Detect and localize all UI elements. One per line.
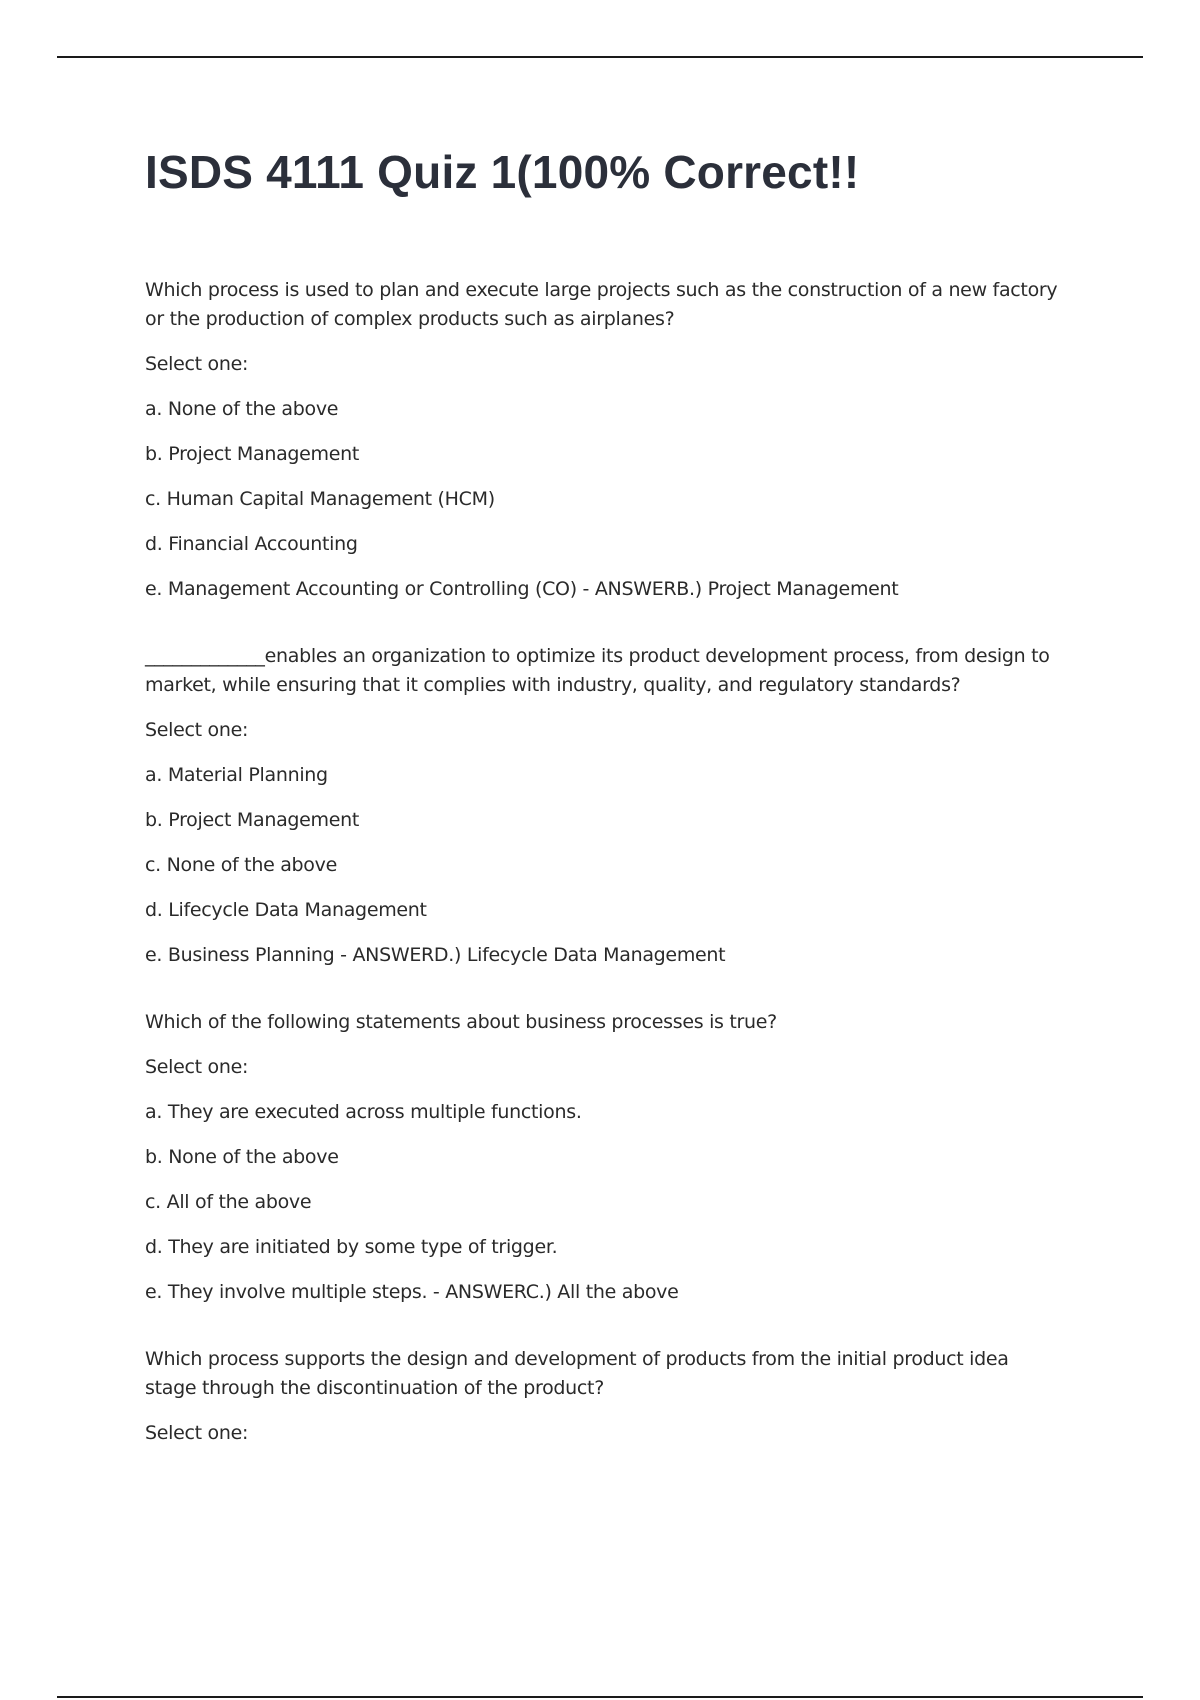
question-4 [145, 1345, 1065, 1448]
option-b: b. Project Management [145, 809, 360, 831]
option-e-with-answer: e. Business Planning - ANSWERD.) Lifecycle Data Management [145, 944, 726, 966]
option-c: c. Human Capital Management (HCM) [145, 488, 495, 510]
question-2 [145, 642, 1065, 970]
document-title: ISDS 4111 Quiz 1(100% Correct!! [145, 146, 860, 198]
option-d: d. They are initiated by some type of trigger. [145, 1236, 558, 1258]
option-d: d. Financial Accounting [145, 533, 358, 555]
question-text: Which process is used to plan and execute large projects such as the construction of a new factory or the production of complex products such as airplanes? [145, 279, 1058, 330]
option-a: a. Material Planning [145, 764, 328, 786]
question-text: Which process supports the design and development of products from the initial product idea stage through the discontinuation of the product? [145, 1348, 1009, 1399]
select-prompt: Select one: [145, 1056, 249, 1078]
question-list [145, 276, 1065, 1448]
top-rule [57, 56, 1143, 58]
option-a: a. They are executed across multiple functions. [145, 1101, 582, 1123]
option-b: b. None of the above [145, 1146, 339, 1168]
select-prompt: Select one: [145, 1422, 249, 1444]
document-body [145, 140, 1065, 1486]
option-c: c. All of the above [145, 1191, 312, 1213]
select-prompt: Select one: [145, 353, 249, 375]
option-c: c. None of the above [145, 854, 337, 876]
bottom-rule [57, 1696, 1143, 1698]
option-b: b. Project Management [145, 443, 360, 465]
option-a: a. None of the above [145, 398, 339, 420]
option-d: d. Lifecycle Data Management [145, 899, 427, 921]
question-text: Which of the following statements about business processes is true? [145, 1011, 777, 1033]
select-prompt: Select one: [145, 719, 249, 741]
option-e-with-answer: e. They involve multiple steps. - ANSWERC.) All the above [145, 1281, 679, 1303]
option-e-with-answer: e. Management Accounting or Controlling (CO) - ANSWERB.) Project Management [145, 578, 899, 600]
question-1 [145, 276, 1065, 604]
question-text: _____________enables an organization to optimize its product development process, from design to market, while ensuring that it complies with industry, quality, and regulatory standards? [145, 645, 1050, 696]
question-3 [145, 1008, 1065, 1307]
